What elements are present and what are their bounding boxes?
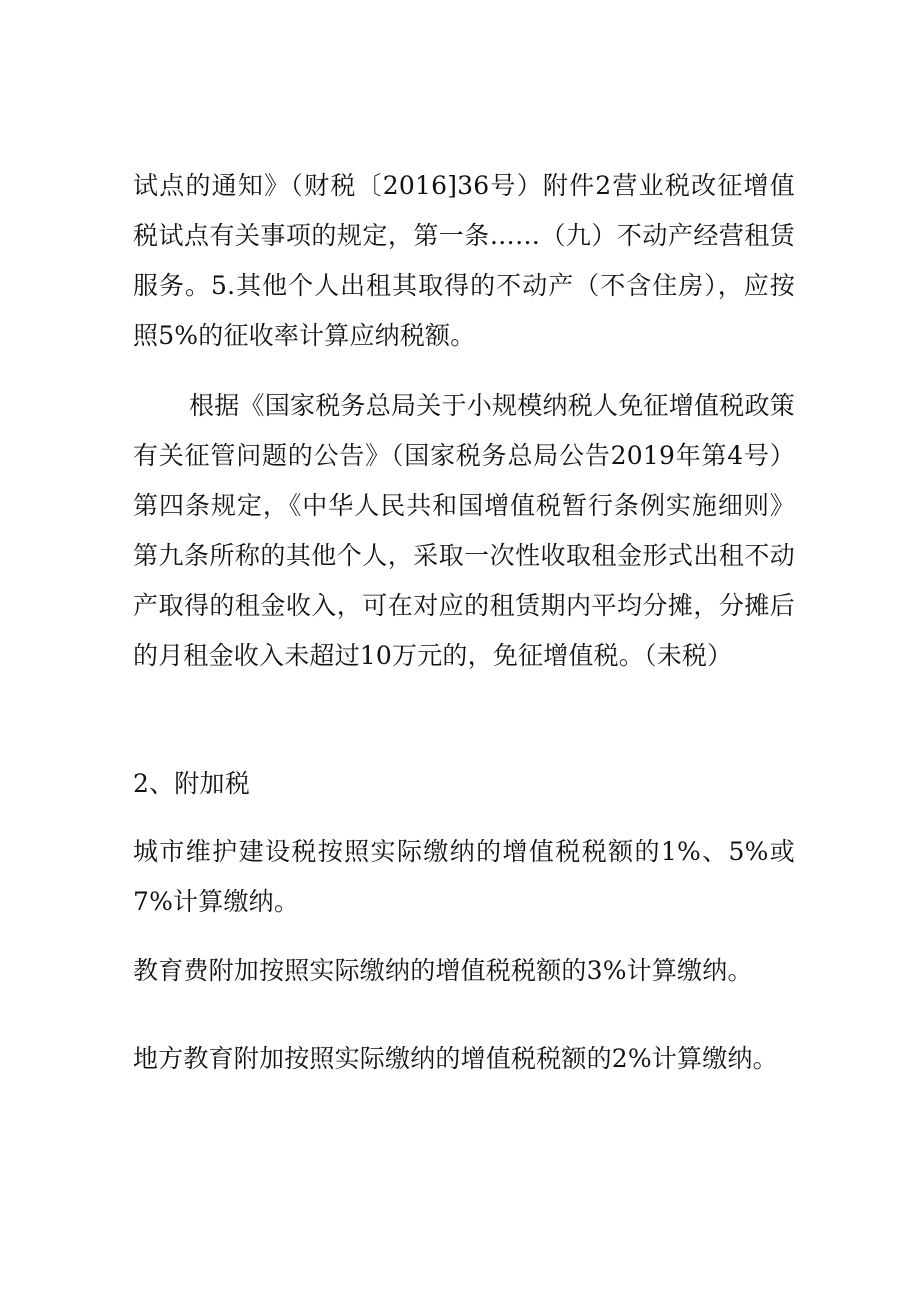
paragraph-urban-maintenance-tax: 城市维护建设税按照实际缴纳的增值税税额的1%、5%或7%计算缴纳。 <box>133 837 795 916</box>
paragraph-vat-rental-rule: 试点的通知》（财税〔2016]36号）附件2营业税改征增值税试点有关事项的规定，第一条……（九）不动产经营租赁服务。5.其他个人出租其取得的不动产（不含住房），应按照5%的征收率计算应纳税额。 <box>133 171 795 350</box>
section-heading-surtax: 2、附加税 <box>133 769 250 798</box>
paragraph-education-surcharge: 教育费附加按照实际缴纳的增值税税额的3%计算缴纳。 <box>133 956 753 985</box>
paragraph-small-scale-exemption: 根据《国家税务总局关于小规模纳税人免征增值税政策有关征管问题的公告》（国家税务总局公告2019年第4号）第四条规定，《中华人民共和国增值税暂行条例实施细则》第九条所称的其他个人，采取一次性收取租金形式出租不动产取得的租金收入，可在对应的租赁期内平均分摊，分摊后的月租金收入未超过10万元的，免征增值税。（未税） <box>133 391 795 670</box>
paragraph-local-education-surcharge: 地方教育附加按照实际缴纳的增值税税额的2%计算缴纳。 <box>133 1044 778 1073</box>
